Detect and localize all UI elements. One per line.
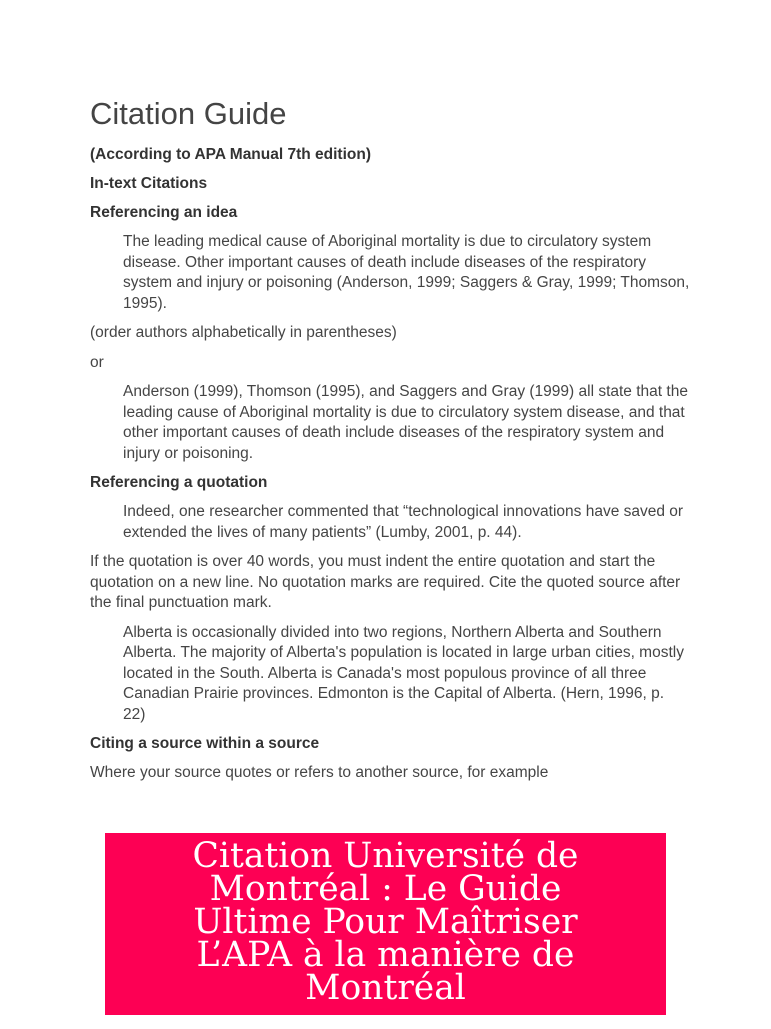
citation-guide-document (90, 95, 690, 793)
or-separator: or (90, 353, 104, 371)
example-block-idea-narrative: Anderson (1999), Thomson (1995), and Saggers and Gray (1999) all state that the leading cause of Aboriginal mortality is due to circulatory system disease, and that other important causes of death include diseases of the respiratory system and injury or poisoning. (123, 383, 688, 462)
document-subtitle: (According to APA Manual 7th edition) (90, 146, 371, 163)
page-title: Citation Guide (90, 96, 287, 131)
example-block-quotation: Indeed, one researcher commented that “technological innovations have saved or extended the lives of many patients” (Lumby, 2001, p. 44). (123, 503, 684, 541)
heading-referencing-a-quotation: Referencing a quotation (90, 474, 268, 491)
paragraph-secondary-source: Where your source quotes or refers to another source, for example (90, 764, 549, 781)
paragraph-long-quotation-rule: If the quotation is over 40 words, you must indent the entire quotation and start the quotation on a new line. No quotation marks are required. Cite the quoted source after the final punctuation mark. (90, 553, 681, 611)
heading-citing-source-within-source: Citing a source within a source (90, 735, 320, 752)
section-heading-in-text-citations: In-text Citations (90, 175, 208, 192)
banner-title: Citation Université de Montréal : Le Guide Ultime Pour Maîtriser L’APA à la manière de Montréal (192, 835, 579, 1008)
title-banner (105, 833, 666, 1015)
example-block-alberta: Alberta is occasionally divided into two regions, Northern Alberta and Southern Alberta. The majority of Alberta's population is located in large urban cities, mostly located in the South. Alberta is Canada's most populous province of all three Canadian Prairie provinces. Edmonton is the Capital of Alberta. (Hern, 1996, p. 22) (123, 623, 684, 723)
note-order-authors: (order authors alphabetically in parentheses) (90, 324, 397, 341)
heading-referencing-an-idea: Referencing an idea (90, 204, 238, 221)
example-block-idea-parenthetical: The leading medical cause of Aboriginal mortality is due to circulatory system disease. Other important causes of death include diseases of the respiratory system and injury or poisoning (Anderson, 1999; Saggers & Gray, 1999; Thomson, 1995). (123, 233, 690, 312)
